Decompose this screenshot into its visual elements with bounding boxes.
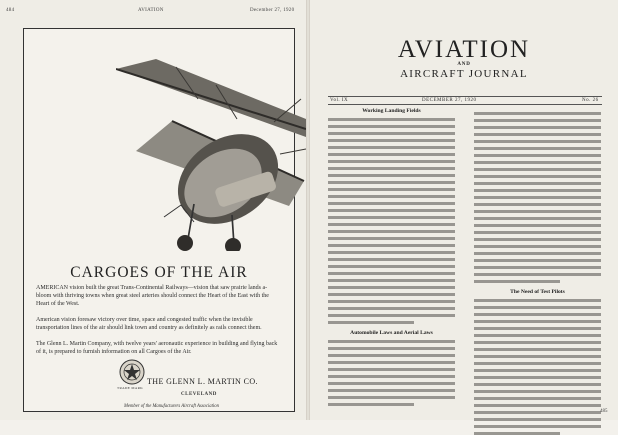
article-column-right — [474, 108, 601, 435]
article-column-left — [328, 108, 455, 406]
trademark-label: TRADE MARK — [117, 386, 144, 390]
right-page — [310, 0, 618, 420]
company-city: CLEVELAND — [181, 392, 217, 397]
left-page-number: 484 — [6, 8, 15, 13]
section-title-automobile-laws: Automobile Laws and Aerial Laws — [350, 330, 433, 336]
company-name: THE GLENN L. MARTIN CO. — [147, 377, 258, 386]
advertisement-paragraph-1: AMERICAN vision built the great Trans-Continental Railways—vision that saw prairie lands a-bloom with thriving towns when great steel arteries should connect the Heart of the East with the Heart of the West. — [36, 285, 269, 307]
masthead-subtitle: AIRCRAFT JOURNAL — [400, 68, 528, 80]
advertisement-title: CARGOES OF THE AIR — [70, 264, 248, 281]
issue-date: DECEMBER 27, 1920 — [422, 98, 477, 103]
right-page-number: 485 — [600, 409, 608, 414]
issue-number: No. 26 — [582, 98, 599, 103]
left-header-date: December 27, 1920 — [250, 8, 295, 13]
trademark-seal-icon — [119, 359, 145, 385]
journal-masthead: AVIATION — [397, 36, 531, 63]
martin-advertisement — [23, 28, 295, 412]
left-page — [0, 0, 306, 420]
section-title-working-fields: Working Landing Fields — [362, 108, 421, 114]
left-running-head: AVIATION — [138, 8, 164, 13]
masthead-rule-top — [328, 96, 602, 97]
section-title-test-pilots: The Need of Test Pilots — [510, 289, 565, 295]
masthead-rule-bottom — [328, 104, 602, 105]
advertisement-paragraph-3: The Glenn L. Martin Company, with twelve years' aeronautic experience in building and flying back of it, is prepared to furnish information on all Cargoes of the Air. — [36, 341, 278, 355]
airplane-illustration — [116, 59, 306, 251]
volume-label: Vol. IX — [330, 98, 349, 103]
masthead-and: AND — [457, 62, 471, 67]
advertisement-paragraph-2: American vision foresaw victory over time, space and congested traffic when the invisible transportation lines of the air should link town and country as definitely as rails connect them. — [36, 317, 262, 331]
association-membership: Member of the Manufacturers Aircraft Association — [124, 404, 219, 409]
